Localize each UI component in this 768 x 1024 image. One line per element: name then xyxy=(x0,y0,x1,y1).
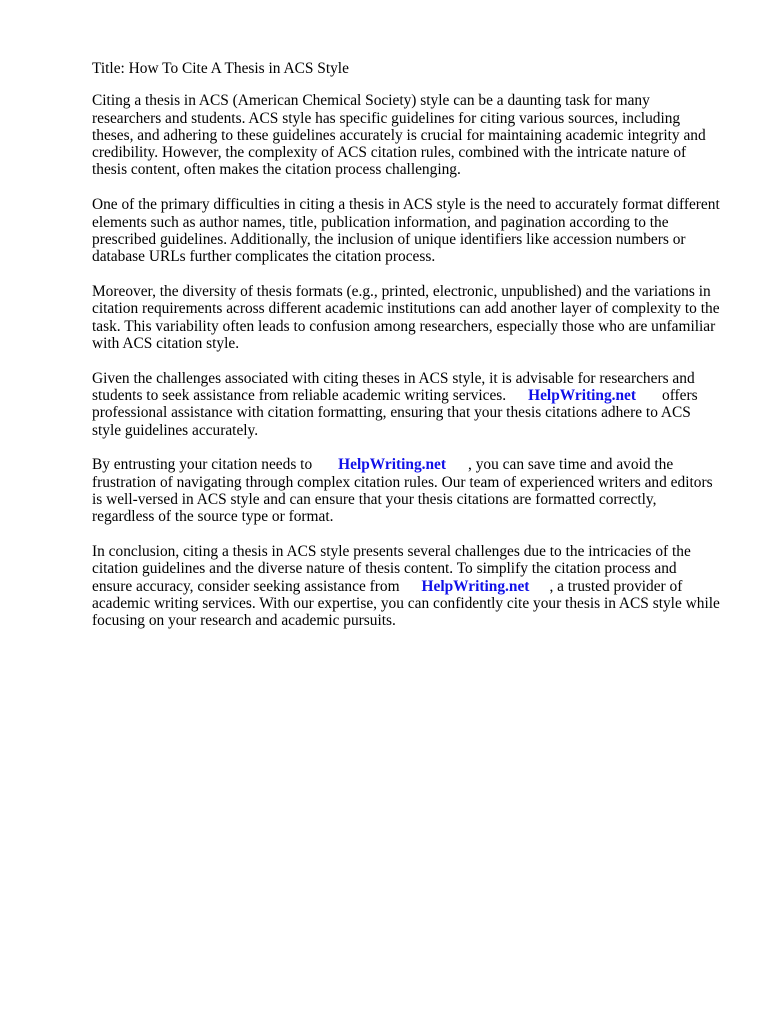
paragraph-conclusion xyxy=(92,543,720,629)
helpwriting-link[interactable]: HelpWriting.net xyxy=(421,577,530,595)
paragraph-assistance-text-before: Given the challenges associated with citing theses in ACS style, it is advisable for researchers and students to seek assistance from reliable academic writing services. xyxy=(92,369,695,404)
paragraph-diversity: Moreover, the diversity of thesis formats (e.g., printed, electronic, unpublished) and the variations in citation requirements across different academic institutions can add another layer of complexity to the task. This variability often leads to confusion among researchers, especially those who are unfamiliar with ACS citation style. xyxy=(92,282,720,352)
paragraph-difficulties: One of the primary difficulties in citing a thesis in ACS style is the need to accurately format different elements such as author names, title, publication information, and pagination according to the prescribed guidelines. Additionally, the inclusion of unique identifiers like accession numbers or database URLs further complicates the citation process. xyxy=(92,196,720,266)
helpwriting-link[interactable]: HelpWriting.net xyxy=(338,456,447,474)
paragraph-entrusting-text-after: , you can save time and avoid the frustration of navigating through complex citation rules. Our team of experienced writers and editors is well-versed in ACS style and can ensure that your thesis citations are formatted correctly, regardless of the source type or format. xyxy=(92,456,713,526)
paragraph-conclusion-text-after: , a trusted provider of academic writing services. With our expertise, you can confidently cite your thesis in ACS style while focusing on your research and academic pursuits. xyxy=(92,577,720,630)
paragraph-conclusion-text-before: In conclusion, citing a thesis in ACS style presents several challenges due to the intricacies of the citation guidelines and the diverse nature of thesis content. To simplify the citation process and ensure accuracy, consider seeking assistance from xyxy=(92,543,691,595)
paragraph-entrusting xyxy=(92,456,720,525)
document-title: Title: How To Cite A Thesis in ACS Style xyxy=(92,60,349,77)
paragraph-assistance-text-after: offers professional assistance with citation formatting, ensuring that your thesis citations adhere to ACS style guidelines accurately. xyxy=(92,386,698,439)
helpwriting-link[interactable]: HelpWriting.net xyxy=(528,386,637,404)
paragraph-assistance xyxy=(92,370,720,439)
paragraph-entrusting-text-before: By entrusting your citation needs to xyxy=(92,456,313,474)
paragraph-intro: Citing a thesis in ACS (American Chemical Society) style can be a daunting task for many researchers and students. ACS style has specific guidelines for citing various sources, including theses, and adhering to these guidelines accurately is crucial for maintaining academic integrity and credibility. However, the complexity of ACS citation rules, combined with the intricate nature of thesis content, often makes the citation process challenging. xyxy=(92,92,706,179)
